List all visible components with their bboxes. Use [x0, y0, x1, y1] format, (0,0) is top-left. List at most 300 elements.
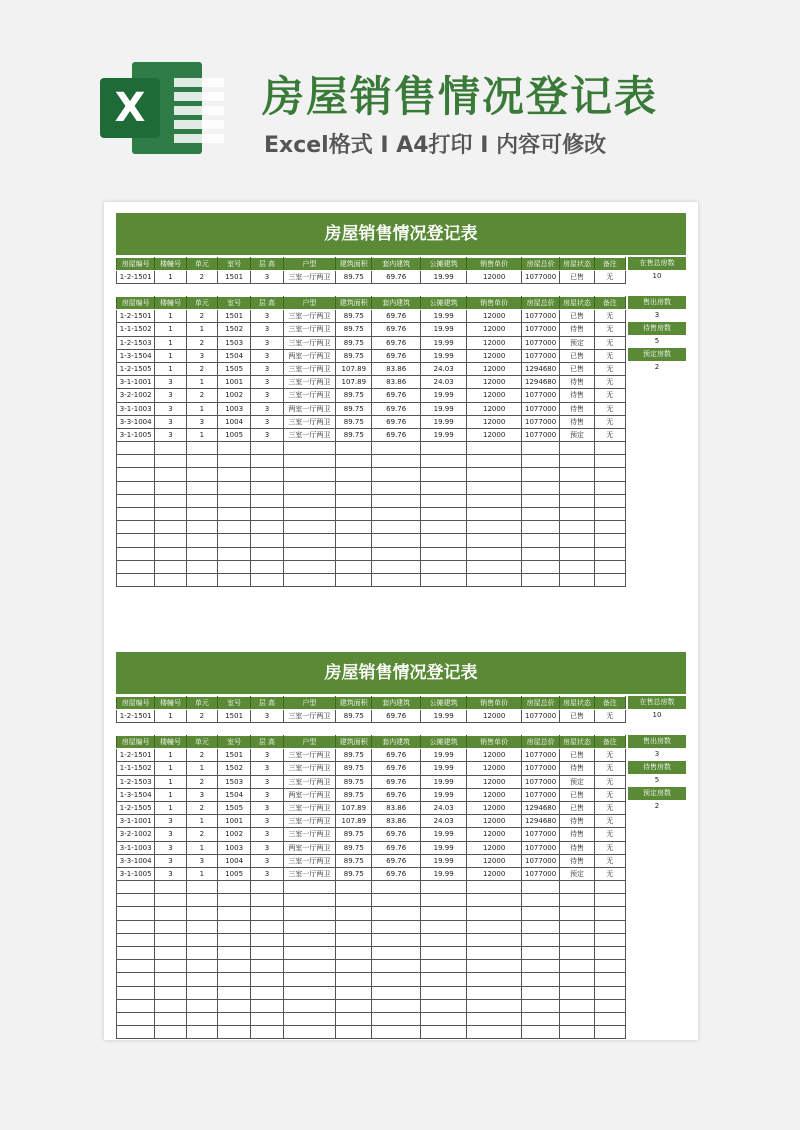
empty-cell[interactable] — [420, 999, 466, 1012]
empty-cell[interactable] — [251, 1012, 283, 1025]
table-cell-col-shared-area[interactable]: 19.99 — [420, 788, 466, 801]
empty-cell[interactable] — [117, 986, 155, 999]
empty-cell[interactable] — [217, 521, 250, 534]
empty-cell[interactable] — [217, 494, 250, 507]
table-cell-col-floor[interactable]: 3 — [251, 815, 283, 828]
table-cell-col-floor[interactable]: 3 — [251, 336, 283, 349]
table-cell-col-layout[interactable]: 三室一厅两卫 — [283, 828, 336, 841]
table-cell-col-note[interactable]: 无 — [594, 710, 625, 723]
empty-cell[interactable] — [467, 894, 522, 907]
table-cell-col-floor[interactable]: 3 — [251, 710, 283, 723]
empty-cell[interactable] — [283, 508, 336, 521]
table-cell-col-shared-area[interactable]: 19.99 — [420, 323, 466, 336]
table-cell-col-note[interactable]: 无 — [594, 362, 625, 375]
table-cell-col-unit[interactable]: 2 — [186, 389, 217, 402]
empty-cell[interactable] — [283, 573, 336, 586]
empty-cell[interactable] — [521, 534, 559, 547]
empty-cell[interactable] — [420, 508, 466, 521]
empty-cell[interactable] — [594, 508, 625, 521]
empty-cell[interactable] — [217, 455, 250, 468]
table-cell-col-shared-area[interactable]: 19.99 — [420, 402, 466, 415]
table-cell-col-room[interactable]: 1005 — [217, 867, 250, 880]
table-cell-col-unit-price[interactable]: 12000 — [467, 815, 522, 828]
table-cell-col-floor[interactable]: 3 — [251, 762, 283, 775]
empty-cell[interactable] — [521, 481, 559, 494]
table-cell-col-shared-area[interactable]: 19.99 — [420, 867, 466, 880]
empty-cell[interactable] — [521, 960, 559, 973]
table-cell-col-shared-area[interactable]: 19.99 — [420, 389, 466, 402]
empty-cell[interactable] — [186, 960, 217, 973]
table-cell-col-unit-price[interactable]: 12000 — [467, 762, 522, 775]
table-cell-col-room[interactable]: 1001 — [217, 815, 250, 828]
empty-cell[interactable] — [372, 894, 420, 907]
empty-cell[interactable] — [336, 947, 372, 960]
empty-cell[interactable] — [594, 907, 625, 920]
empty-cell[interactable] — [372, 573, 420, 586]
table-cell-col-house-id[interactable]: 1-2-1501 — [117, 271, 155, 284]
table-cell-col-unit-price[interactable]: 12000 — [467, 349, 522, 362]
table-cell-col-unit[interactable]: 2 — [186, 310, 217, 323]
table-cell-col-shared-area[interactable]: 19.99 — [420, 749, 466, 762]
empty-cell[interactable] — [217, 1012, 250, 1025]
empty-cell[interactable] — [251, 547, 283, 560]
empty-cell[interactable] — [420, 986, 466, 999]
table-cell-col-note[interactable]: 无 — [594, 854, 625, 867]
empty-cell[interactable] — [117, 881, 155, 894]
table-cell-col-note[interactable]: 无 — [594, 376, 625, 389]
empty-cell[interactable] — [336, 986, 372, 999]
table-cell-col-building[interactable]: 3 — [155, 428, 186, 441]
empty-cell[interactable] — [283, 494, 336, 507]
empty-cell[interactable] — [372, 999, 420, 1012]
empty-cell[interactable] — [467, 973, 522, 986]
table-cell-col-building[interactable]: 3 — [155, 815, 186, 828]
empty-cell[interactable] — [217, 947, 250, 960]
table-cell-col-unit[interactable]: 2 — [186, 271, 217, 284]
table-cell-col-area[interactable]: 89.75 — [336, 428, 372, 441]
empty-cell[interactable] — [155, 920, 186, 933]
empty-cell[interactable] — [521, 973, 559, 986]
empty-cell[interactable] — [186, 947, 217, 960]
table-cell-col-area[interactable]: 89.75 — [336, 788, 372, 801]
empty-cell[interactable] — [283, 881, 336, 894]
empty-cell[interactable] — [521, 933, 559, 946]
table-cell-col-inner-area[interactable]: 69.76 — [372, 349, 420, 362]
table-cell-col-total-price[interactable]: 1077000 — [521, 841, 559, 854]
table-cell-col-building[interactable]: 3 — [155, 402, 186, 415]
table-cell-col-house-id[interactable]: 3-3-1004 — [117, 854, 155, 867]
empty-cell[interactable] — [420, 907, 466, 920]
empty-cell[interactable] — [336, 481, 372, 494]
table-cell-col-note[interactable]: 无 — [594, 828, 625, 841]
table-cell-col-shared-area[interactable]: 19.99 — [420, 841, 466, 854]
table-cell-col-layout[interactable]: 两室一厅两卫 — [283, 841, 336, 854]
empty-cell[interactable] — [283, 999, 336, 1012]
empty-cell[interactable] — [467, 494, 522, 507]
empty-cell[interactable] — [251, 455, 283, 468]
table-cell-col-total-price[interactable]: 1077000 — [521, 415, 559, 428]
table-cell-col-status[interactable]: 预定 — [560, 775, 594, 788]
table-cell-col-inner-area[interactable]: 83.86 — [372, 815, 420, 828]
empty-cell[interactable] — [467, 920, 522, 933]
empty-cell[interactable] — [186, 986, 217, 999]
empty-cell[interactable] — [336, 894, 372, 907]
empty-cell[interactable] — [560, 521, 594, 534]
empty-cell[interactable] — [336, 534, 372, 547]
table-cell-col-house-id[interactable]: 3-1-1005 — [117, 428, 155, 441]
table-cell-col-inner-area[interactable]: 69.76 — [372, 710, 420, 723]
table-cell-col-status[interactable]: 待售 — [560, 828, 594, 841]
empty-cell[interactable] — [594, 468, 625, 481]
empty-cell[interactable] — [186, 907, 217, 920]
empty-cell[interactable] — [117, 573, 155, 586]
table-cell-col-layout[interactable]: 三室一厅两卫 — [283, 336, 336, 349]
empty-cell[interactable] — [283, 468, 336, 481]
table-cell-col-floor[interactable]: 3 — [251, 841, 283, 854]
empty-cell[interactable] — [467, 455, 522, 468]
table-cell-col-status[interactable]: 已售 — [560, 362, 594, 375]
empty-cell[interactable] — [186, 521, 217, 534]
table-cell-col-total-price[interactable]: 1077000 — [521, 310, 559, 323]
empty-cell[interactable] — [283, 1012, 336, 1025]
empty-cell[interactable] — [217, 894, 250, 907]
empty-cell[interactable] — [560, 973, 594, 986]
table-cell-col-unit-price[interactable]: 12000 — [467, 376, 522, 389]
table-cell-col-inner-area[interactable]: 69.76 — [372, 428, 420, 441]
table-cell-col-building[interactable]: 3 — [155, 854, 186, 867]
table-cell-col-floor[interactable]: 3 — [251, 389, 283, 402]
empty-cell[interactable] — [283, 973, 336, 986]
table-cell-col-area[interactable]: 89.75 — [336, 867, 372, 880]
table-cell-col-house-id[interactable]: 3-2-1002 — [117, 828, 155, 841]
empty-cell[interactable] — [283, 947, 336, 960]
table-cell-col-note[interactable]: 无 — [594, 815, 625, 828]
empty-cell[interactable] — [594, 442, 625, 455]
table-cell-col-unit-price[interactable]: 12000 — [467, 788, 522, 801]
empty-cell[interactable] — [155, 508, 186, 521]
empty-cell[interactable] — [217, 547, 250, 560]
empty-cell[interactable] — [420, 468, 466, 481]
table-cell-col-house-id[interactable]: 1-2-1505 — [117, 362, 155, 375]
table-cell-col-unit[interactable]: 3 — [186, 349, 217, 362]
table-cell-col-house-id[interactable]: 1-2-1501 — [117, 749, 155, 762]
table-cell-col-area[interactable]: 89.75 — [336, 415, 372, 428]
empty-cell[interactable] — [560, 1012, 594, 1025]
table-cell-col-building[interactable]: 1 — [155, 323, 186, 336]
empty-cell[interactable] — [117, 894, 155, 907]
empty-cell[interactable] — [217, 534, 250, 547]
table-cell-col-status[interactable]: 待售 — [560, 389, 594, 402]
table-cell-col-status[interactable]: 已售 — [560, 801, 594, 814]
table-cell-col-unit[interactable]: 1 — [186, 815, 217, 828]
table-cell-col-floor[interactable]: 3 — [251, 801, 283, 814]
table-cell-col-room[interactable]: 1502 — [217, 762, 250, 775]
table-cell-col-room[interactable]: 1505 — [217, 362, 250, 375]
empty-cell[interactable] — [155, 907, 186, 920]
empty-cell[interactable] — [117, 521, 155, 534]
empty-cell[interactable] — [521, 881, 559, 894]
table-cell-col-building[interactable]: 3 — [155, 828, 186, 841]
empty-cell[interactable] — [420, 920, 466, 933]
table-cell-col-inner-area[interactable]: 69.76 — [372, 323, 420, 336]
empty-cell[interactable] — [594, 547, 625, 560]
table-cell-col-shared-area[interactable]: 19.99 — [420, 349, 466, 362]
empty-cell[interactable] — [336, 494, 372, 507]
table-cell-col-unit[interactable]: 2 — [186, 362, 217, 375]
table-cell-col-area[interactable]: 89.75 — [336, 775, 372, 788]
table-cell-col-house-id[interactable]: 3-3-1004 — [117, 415, 155, 428]
empty-cell[interactable] — [217, 508, 250, 521]
table-cell-col-status[interactable]: 预定 — [560, 867, 594, 880]
table-cell-col-building[interactable]: 1 — [155, 710, 186, 723]
empty-cell[interactable] — [217, 1026, 250, 1039]
table-cell-col-status[interactable]: 预定 — [560, 428, 594, 441]
table-cell-col-layout[interactable]: 三室一厅两卫 — [283, 376, 336, 389]
table-cell-col-house-id[interactable]: 1-2-1501 — [117, 310, 155, 323]
table-cell-col-layout[interactable]: 三室一厅两卫 — [283, 762, 336, 775]
empty-cell[interactable] — [117, 999, 155, 1012]
empty-cell[interactable] — [283, 920, 336, 933]
empty-cell[interactable] — [117, 534, 155, 547]
empty-cell[interactable] — [594, 960, 625, 973]
empty-cell[interactable] — [283, 986, 336, 999]
empty-cell[interactable] — [155, 933, 186, 946]
table-cell-col-shared-area[interactable]: 19.99 — [420, 310, 466, 323]
table-cell-col-house-id[interactable]: 3-2-1002 — [117, 389, 155, 402]
empty-cell[interactable] — [155, 1012, 186, 1025]
table-cell-col-unit-price[interactable]: 12000 — [467, 402, 522, 415]
table-cell-col-inner-area[interactable]: 69.76 — [372, 762, 420, 775]
empty-cell[interactable] — [521, 494, 559, 507]
table-cell-col-inner-area[interactable]: 69.76 — [372, 854, 420, 867]
empty-cell[interactable] — [420, 1026, 466, 1039]
empty-cell[interactable] — [372, 907, 420, 920]
empty-cell[interactable] — [420, 973, 466, 986]
table-cell-col-shared-area[interactable]: 19.99 — [420, 428, 466, 441]
empty-cell[interactable] — [594, 521, 625, 534]
table-cell-col-floor[interactable]: 3 — [251, 271, 283, 284]
empty-cell[interactable] — [155, 534, 186, 547]
empty-cell[interactable] — [420, 947, 466, 960]
table-cell-col-total-price[interactable]: 1294680 — [521, 815, 559, 828]
table-cell-col-room[interactable]: 1504 — [217, 788, 250, 801]
table-cell-col-layout[interactable]: 两室一厅两卫 — [283, 788, 336, 801]
empty-cell[interactable] — [117, 1026, 155, 1039]
empty-cell[interactable] — [251, 920, 283, 933]
empty-cell[interactable] — [155, 986, 186, 999]
empty-cell[interactable] — [251, 442, 283, 455]
empty-cell[interactable] — [155, 573, 186, 586]
empty-cell[interactable] — [336, 573, 372, 586]
empty-cell[interactable] — [560, 894, 594, 907]
empty-cell[interactable] — [336, 508, 372, 521]
table-cell-col-room[interactable]: 1501 — [217, 310, 250, 323]
empty-cell[interactable] — [186, 920, 217, 933]
table-cell-col-total-price[interactable]: 1077000 — [521, 775, 559, 788]
empty-cell[interactable] — [372, 521, 420, 534]
table-cell-col-unit-price[interactable]: 12000 — [467, 841, 522, 854]
table-cell-col-shared-area[interactable]: 19.99 — [420, 415, 466, 428]
empty-cell[interactable] — [217, 468, 250, 481]
empty-cell[interactable] — [217, 973, 250, 986]
empty-cell[interactable] — [186, 508, 217, 521]
empty-cell[interactable] — [521, 986, 559, 999]
empty-cell[interactable] — [560, 534, 594, 547]
empty-cell[interactable] — [117, 481, 155, 494]
empty-cell[interactable] — [420, 534, 466, 547]
table-cell-col-house-id[interactable]: 3-1-1001 — [117, 376, 155, 389]
empty-cell[interactable] — [155, 1026, 186, 1039]
empty-cell[interactable] — [251, 560, 283, 573]
empty-cell[interactable] — [372, 960, 420, 973]
table-cell-col-unit-price[interactable]: 12000 — [467, 867, 522, 880]
empty-cell[interactable] — [155, 999, 186, 1012]
empty-cell[interactable] — [251, 999, 283, 1012]
table-cell-col-inner-area[interactable]: 83.86 — [372, 376, 420, 389]
empty-cell[interactable] — [521, 547, 559, 560]
table-cell-col-inner-area[interactable]: 69.76 — [372, 402, 420, 415]
table-cell-col-floor[interactable]: 3 — [251, 749, 283, 762]
table-cell-col-status[interactable]: 待售 — [560, 762, 594, 775]
table-cell-col-total-price[interactable]: 1294680 — [521, 801, 559, 814]
empty-cell[interactable] — [372, 973, 420, 986]
empty-cell[interactable] — [155, 560, 186, 573]
table-cell-col-unit[interactable]: 1 — [186, 762, 217, 775]
table-cell-col-unit-price[interactable]: 12000 — [467, 271, 522, 284]
table-cell-col-shared-area[interactable]: 24.03 — [420, 362, 466, 375]
empty-cell[interactable] — [372, 947, 420, 960]
table-cell-col-note[interactable]: 无 — [594, 323, 625, 336]
empty-cell[interactable] — [336, 999, 372, 1012]
empty-cell[interactable] — [560, 508, 594, 521]
empty-cell[interactable] — [336, 907, 372, 920]
table-cell-col-building[interactable]: 1 — [155, 336, 186, 349]
table-cell-col-house-id[interactable]: 1-2-1501 — [117, 710, 155, 723]
empty-cell[interactable] — [186, 933, 217, 946]
table-cell-col-unit[interactable]: 3 — [186, 788, 217, 801]
empty-cell[interactable] — [251, 494, 283, 507]
empty-cell[interactable] — [560, 907, 594, 920]
table-cell-col-unit[interactable]: 2 — [186, 775, 217, 788]
table-cell-col-unit-price[interactable]: 12000 — [467, 415, 522, 428]
empty-cell[interactable] — [521, 999, 559, 1012]
table-cell-col-floor[interactable]: 3 — [251, 376, 283, 389]
table-cell-col-unit-price[interactable]: 12000 — [467, 749, 522, 762]
table-cell-col-total-price[interactable]: 1077000 — [521, 336, 559, 349]
empty-cell[interactable] — [117, 1012, 155, 1025]
empty-cell[interactable] — [283, 481, 336, 494]
table-cell-col-house-id[interactable]: 1-3-1504 — [117, 788, 155, 801]
table-cell-col-layout[interactable]: 三室一厅两卫 — [283, 323, 336, 336]
empty-cell[interactable] — [594, 560, 625, 573]
table-cell-col-unit-price[interactable]: 12000 — [467, 854, 522, 867]
empty-cell[interactable] — [283, 534, 336, 547]
table-cell-col-house-id[interactable]: 1-1-1502 — [117, 762, 155, 775]
empty-cell[interactable] — [186, 481, 217, 494]
table-cell-col-inner-area[interactable]: 69.76 — [372, 271, 420, 284]
empty-cell[interactable] — [217, 933, 250, 946]
table-cell-col-layout[interactable]: 三室一厅两卫 — [283, 271, 336, 284]
empty-cell[interactable] — [560, 947, 594, 960]
empty-cell[interactable] — [420, 881, 466, 894]
empty-cell[interactable] — [560, 920, 594, 933]
table-cell-col-layout[interactable]: 三室一厅两卫 — [283, 867, 336, 880]
table-cell-col-inner-area[interactable]: 69.76 — [372, 389, 420, 402]
empty-cell[interactable] — [155, 521, 186, 534]
table-cell-col-note[interactable]: 无 — [594, 271, 625, 284]
empty-cell[interactable] — [560, 547, 594, 560]
table-cell-col-room[interactable]: 1505 — [217, 801, 250, 814]
empty-cell[interactable] — [217, 481, 250, 494]
empty-cell[interactable] — [117, 508, 155, 521]
empty-cell[interactable] — [155, 947, 186, 960]
table-cell-col-floor[interactable]: 3 — [251, 775, 283, 788]
empty-cell[interactable] — [560, 481, 594, 494]
empty-cell[interactable] — [594, 933, 625, 946]
empty-cell[interactable] — [251, 534, 283, 547]
empty-cell[interactable] — [251, 894, 283, 907]
table-cell-col-status[interactable]: 待售 — [560, 376, 594, 389]
empty-cell[interactable] — [117, 468, 155, 481]
empty-cell[interactable] — [467, 468, 522, 481]
empty-cell[interactable] — [251, 973, 283, 986]
empty-cell[interactable] — [283, 933, 336, 946]
table-cell-col-shared-area[interactable]: 24.03 — [420, 815, 466, 828]
empty-cell[interactable] — [117, 960, 155, 973]
empty-cell[interactable] — [560, 455, 594, 468]
table-cell-col-status[interactable]: 已售 — [560, 749, 594, 762]
table-cell-col-shared-area[interactable]: 19.99 — [420, 762, 466, 775]
empty-cell[interactable] — [594, 481, 625, 494]
empty-cell[interactable] — [251, 986, 283, 999]
empty-cell[interactable] — [521, 455, 559, 468]
table-cell-col-building[interactable]: 3 — [155, 415, 186, 428]
empty-cell[interactable] — [594, 920, 625, 933]
empty-cell[interactable] — [521, 560, 559, 573]
empty-cell[interactable] — [594, 1012, 625, 1025]
empty-cell[interactable] — [372, 547, 420, 560]
empty-cell[interactable] — [372, 508, 420, 521]
table-cell-col-note[interactable]: 无 — [594, 389, 625, 402]
empty-cell[interactable] — [521, 521, 559, 534]
table-cell-col-layout[interactable]: 两室一厅两卫 — [283, 402, 336, 415]
table-cell-col-unit-price[interactable]: 12000 — [467, 801, 522, 814]
empty-cell[interactable] — [283, 560, 336, 573]
table-cell-col-room[interactable]: 1001 — [217, 376, 250, 389]
table-cell-col-inner-area[interactable]: 69.76 — [372, 788, 420, 801]
empty-cell[interactable] — [336, 521, 372, 534]
empty-cell[interactable] — [420, 442, 466, 455]
empty-cell[interactable] — [251, 573, 283, 586]
empty-cell[interactable] — [251, 960, 283, 973]
empty-cell[interactable] — [283, 442, 336, 455]
empty-cell[interactable] — [217, 442, 250, 455]
table-cell-col-inner-area[interactable]: 83.86 — [372, 362, 420, 375]
empty-cell[interactable] — [467, 907, 522, 920]
table-cell-col-note[interactable]: 无 — [594, 310, 625, 323]
table-cell-col-status[interactable]: 已售 — [560, 349, 594, 362]
table-cell-col-unit-price[interactable]: 12000 — [467, 828, 522, 841]
table-cell-col-layout[interactable]: 三室一厅两卫 — [283, 310, 336, 323]
empty-cell[interactable] — [283, 894, 336, 907]
table-cell-col-layout[interactable]: 三室一厅两卫 — [283, 362, 336, 375]
empty-cell[interactable] — [467, 881, 522, 894]
table-cell-col-unit-price[interactable]: 12000 — [467, 310, 522, 323]
table-cell-col-total-price[interactable]: 1077000 — [521, 349, 559, 362]
empty-cell[interactable] — [251, 481, 283, 494]
table-cell-col-area[interactable]: 89.75 — [336, 710, 372, 723]
empty-cell[interactable] — [420, 547, 466, 560]
